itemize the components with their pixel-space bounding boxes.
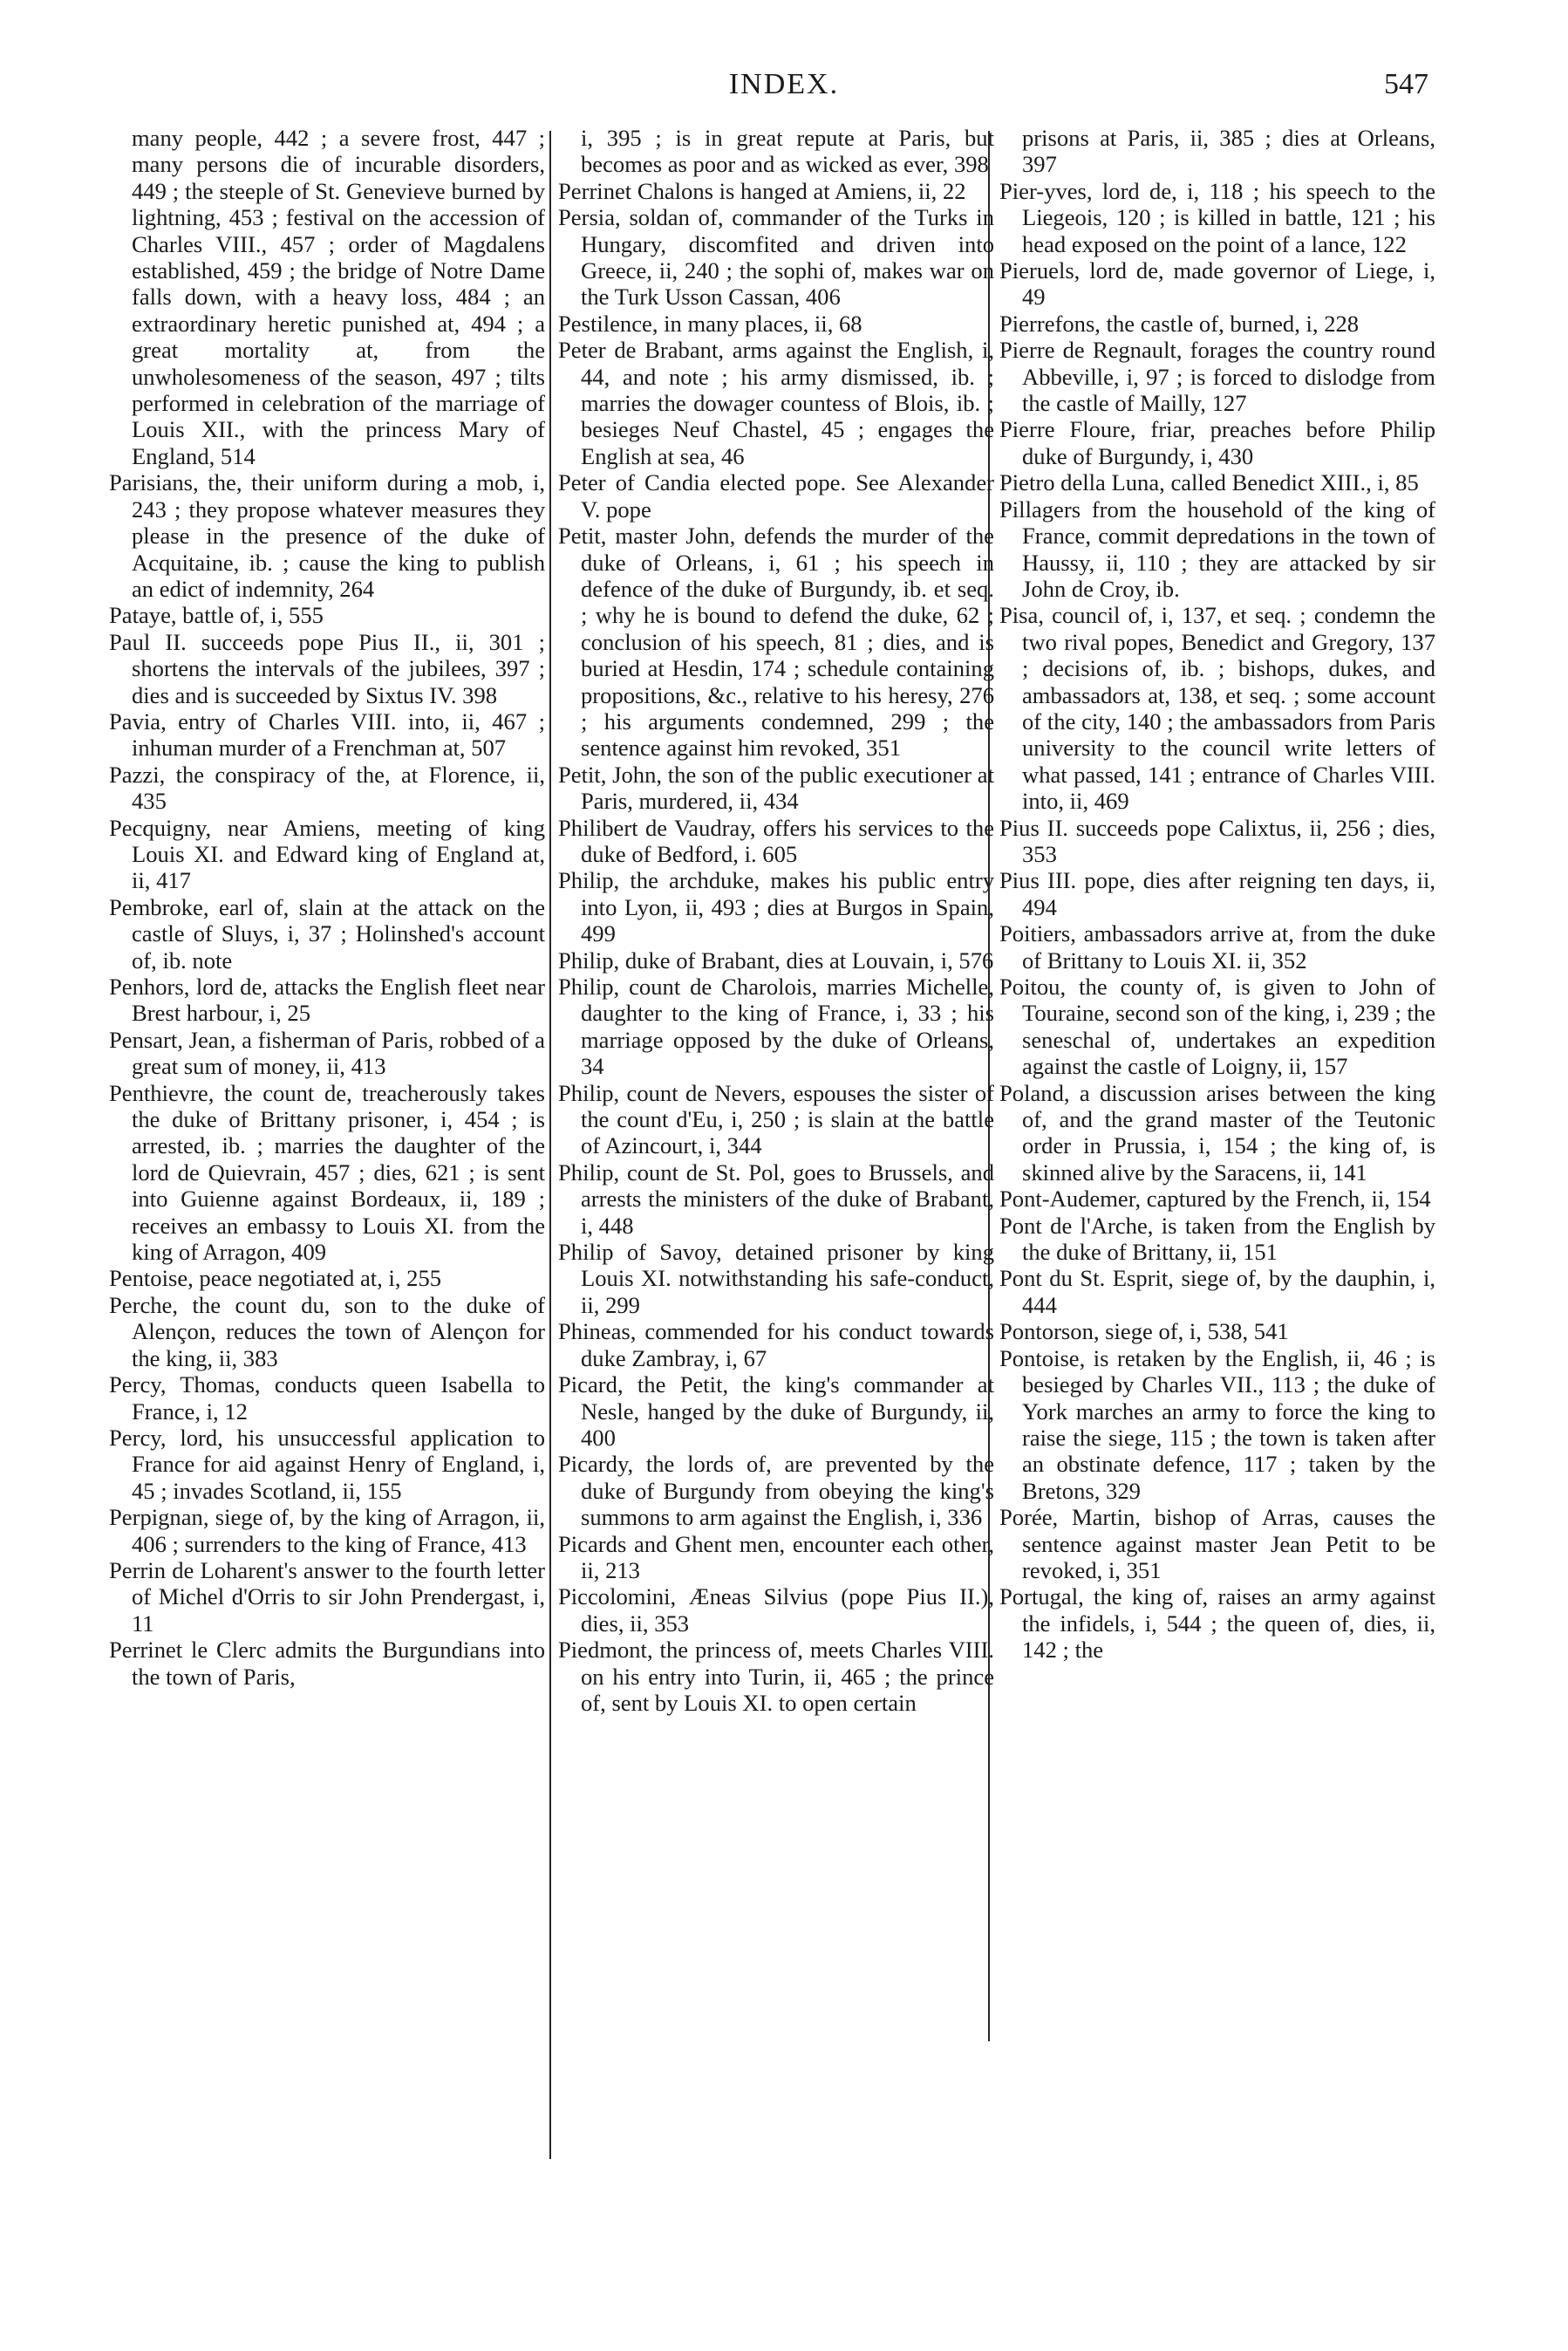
index-column-middle xyxy=(558,125,994,1716)
index-entry: Peter de Brabant, arms against the English, i, 44, and note ; his army dismissed, ib. ; marries the dowager countess of Blois, ib. ; besieges Neuf Chastel, 45 ; engages the English at sea, 46 xyxy=(558,337,994,469)
index-entry: Portugal, the king of, raises an army against the infidels, i, 544 ; the queen of, dies, ii, 142 ; the xyxy=(999,1583,1435,1664)
index-entry: Pont-Audemer, captured by the French, ii, 154 xyxy=(999,1186,1431,1213)
index-entry: Philip, count de Charolois, marries Michelle, daughter to the king of France, i, 33 ; his marriage opposed by the duke of Orleans, 34 xyxy=(558,974,994,1080)
page-title: INDEX. xyxy=(728,68,840,100)
index-entry: Petit, master John, defends the murder of the duke of Orleans, i, 61 ; his speech in defence of the duke of Burgundy, ib. et seq. ; why he is bound to defend the duke, 62 ; conclusion of his speech, 81 ; dies, and is buried at Hesdin, 174 ; schedule containing propositions, &c., relative to his heresy, 276 ; his arguments condemned, 299 ; the sentence against him revoked, 351 xyxy=(558,523,994,762)
index-entry: Parisians, the, their uniform during a mob, i, 243 ; they propose whatever measures they please in the presence of the duke of Acquitaine, ib. ; cause the king to publish an edict of indemnity, 264 xyxy=(109,469,545,602)
index-entry: Picardy, the lords of, are prevented by the duke of Burgundy from obeying the king's summons to arm against the English, i, 336 xyxy=(558,1451,994,1531)
index-entry: Percy, Thomas, conducts queen Isabella to France, i, 12 xyxy=(109,1371,545,1425)
index-entry: Piccolomini, Æneas Silvius (pope Pius II.), dies, ii, 353 xyxy=(558,1583,994,1637)
page-header xyxy=(0,68,1568,112)
index-column-left xyxy=(109,125,545,1690)
index-entry: Pontorson, siege of, i, 538, 541 xyxy=(999,1318,1289,1345)
index-entry: Pestilence, in many places, ii, 68 xyxy=(558,310,862,337)
index-entry: Pierrefons, the castle of, burned, i, 228 xyxy=(999,310,1360,337)
index-entry: i, 395 ; is in great repute at Paris, but becomes as poor and as wicked as ever, 398 xyxy=(581,125,994,178)
index-entry: Poland, a discussion arises between the king of, and the grand master of the Teutonic order in Prussia, i, 154 ; the king of, is skinned alive by the Saracens, ii, 141 xyxy=(999,1079,1435,1186)
index-entry: Perche, the count du, son to the duke of Alençon, reduces the town of Alençon for the king, ii, 383 xyxy=(109,1291,545,1371)
index-entry: Philip, count de St. Pol, goes to Brussels, and arrests the ministers of the duke of Brabant, i, 448 xyxy=(558,1158,994,1239)
index-entry: Petit, John, the son of the public executioner at Paris, murdered, ii, 434 xyxy=(558,761,994,815)
index-entry: Pavia, entry of Charles VIII. into, ii, 467 ; inhuman murder of a Frenchman at, 507 xyxy=(109,707,545,762)
index-entry: Paul II. succeeds pope Pius II., ii, 301 ; shortens the intervals of the jubilees, 397 ; dies and is succeeded by Sixtus IV. 398 xyxy=(109,628,545,708)
index-entry: Pecquigny, near Amiens, meeting of king Louis XI. and Edward king of England at, ii, 417 xyxy=(109,814,545,894)
index-entry: Philip of Savoy, detained prisoner by king Louis XI. notwithstanding his safe-conduct, ii, 299 xyxy=(558,1239,994,1318)
index-entry: Philip, the archduke, makes his public entry into Lyon, ii, 493 ; dies at Burgos in Spain, 499 xyxy=(558,867,994,947)
index-entry: Pierre Floure, friar, preaches before Philip duke of Burgundy, i, 430 xyxy=(999,416,1435,469)
index-entry: Pataye, battle of, i, 555 xyxy=(109,602,324,629)
index-entry: Pieruels, lord de, made governor of Liege, i, 49 xyxy=(999,257,1435,311)
index-entry: Pazzi, the conspiracy of the, at Florence, ii, 435 xyxy=(109,761,545,815)
index-entry: Pentoise, peace negotiated at, i, 255 xyxy=(109,1265,442,1292)
index-entry: Pius III. pope, dies after reigning ten days, ii, 494 xyxy=(999,867,1435,920)
index-entry: Perpignan, siege of, by the king of Arragon, ii, 406 ; surrenders to the king of France, 413 xyxy=(109,1504,545,1557)
index-entry: Poitiers, ambassadors arrive at, from the duke of Brittany to Louis XI. ii, 352 xyxy=(999,920,1435,974)
index-entry: Picard, the Petit, the king's commander at Nesle, hanged by the duke of Burgundy, ii, 400 xyxy=(558,1371,994,1451)
page-number: 547 xyxy=(1384,68,1428,100)
index-entry: Perrinet le Clerc admits the Burgundians into the town of Paris, xyxy=(109,1637,545,1690)
index-entry: Pierre de Regnault, forages the country round Abbeville, i, 97 ; is forced to dislodge from the castle of Mailly, 127 xyxy=(999,337,1435,417)
index-entry: Pier-yves, lord de, i, 118 ; his speech to the Liegeois, 120 ; is killed in battle, 121 ; his head exposed on the point of a lance, 122 xyxy=(999,177,1435,257)
column-divider-left xyxy=(549,131,551,2159)
index-entry: Percy, lord, his unsuccessful application to France for aid against Henry of England, i, 45 ; invades Scotland, ii, 155 xyxy=(109,1424,545,1504)
index-entry: Perrinet Chalons is hanged at Amiens, ii, 22 xyxy=(558,177,966,204)
index-entry: many people, 442 ; a severe frost, 447 ; many persons die of incurable disorders, 449 ; the steeple of St. Genevieve burned by lightning, 453 ; festival on the accession of Charles VIII., 457 ; order of Magdalens established, 459 ; the bridge of Notre Dame falls down, with a heavy loss, 484 ; an extraordinary heretic punished at, 494 ; a great mortality at, from the unwholesomeness of the season, 497 ; tilts performed in celebration of the marriage of Louis XII., with the princess Mary of England, 514 xyxy=(132,125,545,469)
index-entry: prisons at Paris, ii, 385 ; dies at Orleans, 397 xyxy=(1022,125,1435,178)
index-entry: Pont du St. Esprit, siege of, by the dauphin, i, 444 xyxy=(999,1265,1435,1318)
index-entry: Penthievre, the count de, treacherously takes the duke of Brittany prisoner, i, 454 ; is arrested, ib. ; marries the daughter of the lord de Quievrain, 457 ; dies, 621 ; is sent into Guienne against Bordeaux, ii, 189 ; receives an embassy to Louis XI. from the king of Arragon, 409 xyxy=(109,1079,545,1266)
index-entry: Picards and Ghent men, encounter each other, ii, 213 xyxy=(558,1530,994,1583)
index-entry: Philibert de Vaudray, offers his services to the duke of Bedford, i. 605 xyxy=(558,814,994,867)
index-entry: Phineas, commended for his conduct towards duke Zambray, i, 67 xyxy=(558,1318,994,1371)
index-entry: Pensart, Jean, a fisherman of Paris, robbed of a great sum of money, ii, 413 xyxy=(109,1026,545,1080)
index-entry: Pembroke, earl of, slain at the attack on the castle of Sluys, i, 37 ; Holinshed's account of, ib. note xyxy=(109,893,545,974)
index-entry: Pisa, council of, i, 137, et seq. ; condemn the two rival popes, Benedict and Gregory, 137 ; decisions of, ib. ; bishops, dukes, and ambassadors at, 138, et seq. ; some account of the city, 140 ; the ambassadors from Paris university to the council write letters of what passed, 141 ; entrance of Charles VIII. into, ii, 469 xyxy=(999,602,1435,815)
index-entry: Peter of Candia elected pope. See Alexander V. pope xyxy=(558,469,994,523)
index-entry: Pillagers from the household of the king of France, commit depredations in the town of Haussy, ii, 110 ; they are attacked by sir John de Croy, ib. xyxy=(999,495,1435,602)
index-entry: Pont de l'Arche, is taken from the English by the duke of Brittany, ii, 151 xyxy=(999,1212,1435,1266)
index-entry: Piedmont, the princess of, meets Charles VIII. on his entry into Turin, ii, 465 ; the prince of, sent by Louis XI. to open certain xyxy=(558,1637,994,1716)
index-entry: Philip, duke of Brabant, dies at Louvain, i, 576 xyxy=(558,947,994,974)
index-entry: Pietro della Luna, called Benedict XIII., i, 85 xyxy=(999,469,1419,496)
index-entry: Persia, soldan of, commander of the Turks in Hungary, discomfited and driven into Greece, ii, 240 ; the sophi of, makes war on the Turk Usson Cassan, 406 xyxy=(558,204,994,311)
index-entry: Porée, Martin, bishop of Arras, causes the sentence against master Jean Petit to be revoked, i, 351 xyxy=(999,1504,1435,1583)
index-entry: Philip, count de Nevers, espouses the sister of the count d'Eu, i, 250 ; is slain at the battle of Azincourt, i, 344 xyxy=(558,1079,994,1159)
index-column-right xyxy=(999,125,1435,1664)
index-entry: Pius II. succeeds pope Calixtus, ii, 256 ; dies, 353 xyxy=(999,814,1435,867)
index-entry: Poitou, the county of, is given to John of Touraine, second son of the king, i, 239 ; the seneschal of, undertakes an expedition against the castle of Loigny, ii, 157 xyxy=(999,974,1435,1080)
index-entry: Penhors, lord de, attacks the English fleet near Brest harbour, i, 25 xyxy=(109,974,545,1027)
index-entry: Perrin de Loharent's answer to the fourth letter of Michel d'Orris to sir John Prendergast, i, 11 xyxy=(109,1556,545,1637)
index-entry: Pontoise, is retaken by the English, ii, 46 ; is besieged by Charles VII., 113 ; the duke of York marches an army to force the king to raise the siege, 115 ; the town is taken after an obstinate defence, 117 ; taken by the Bretons, 329 xyxy=(999,1344,1435,1504)
